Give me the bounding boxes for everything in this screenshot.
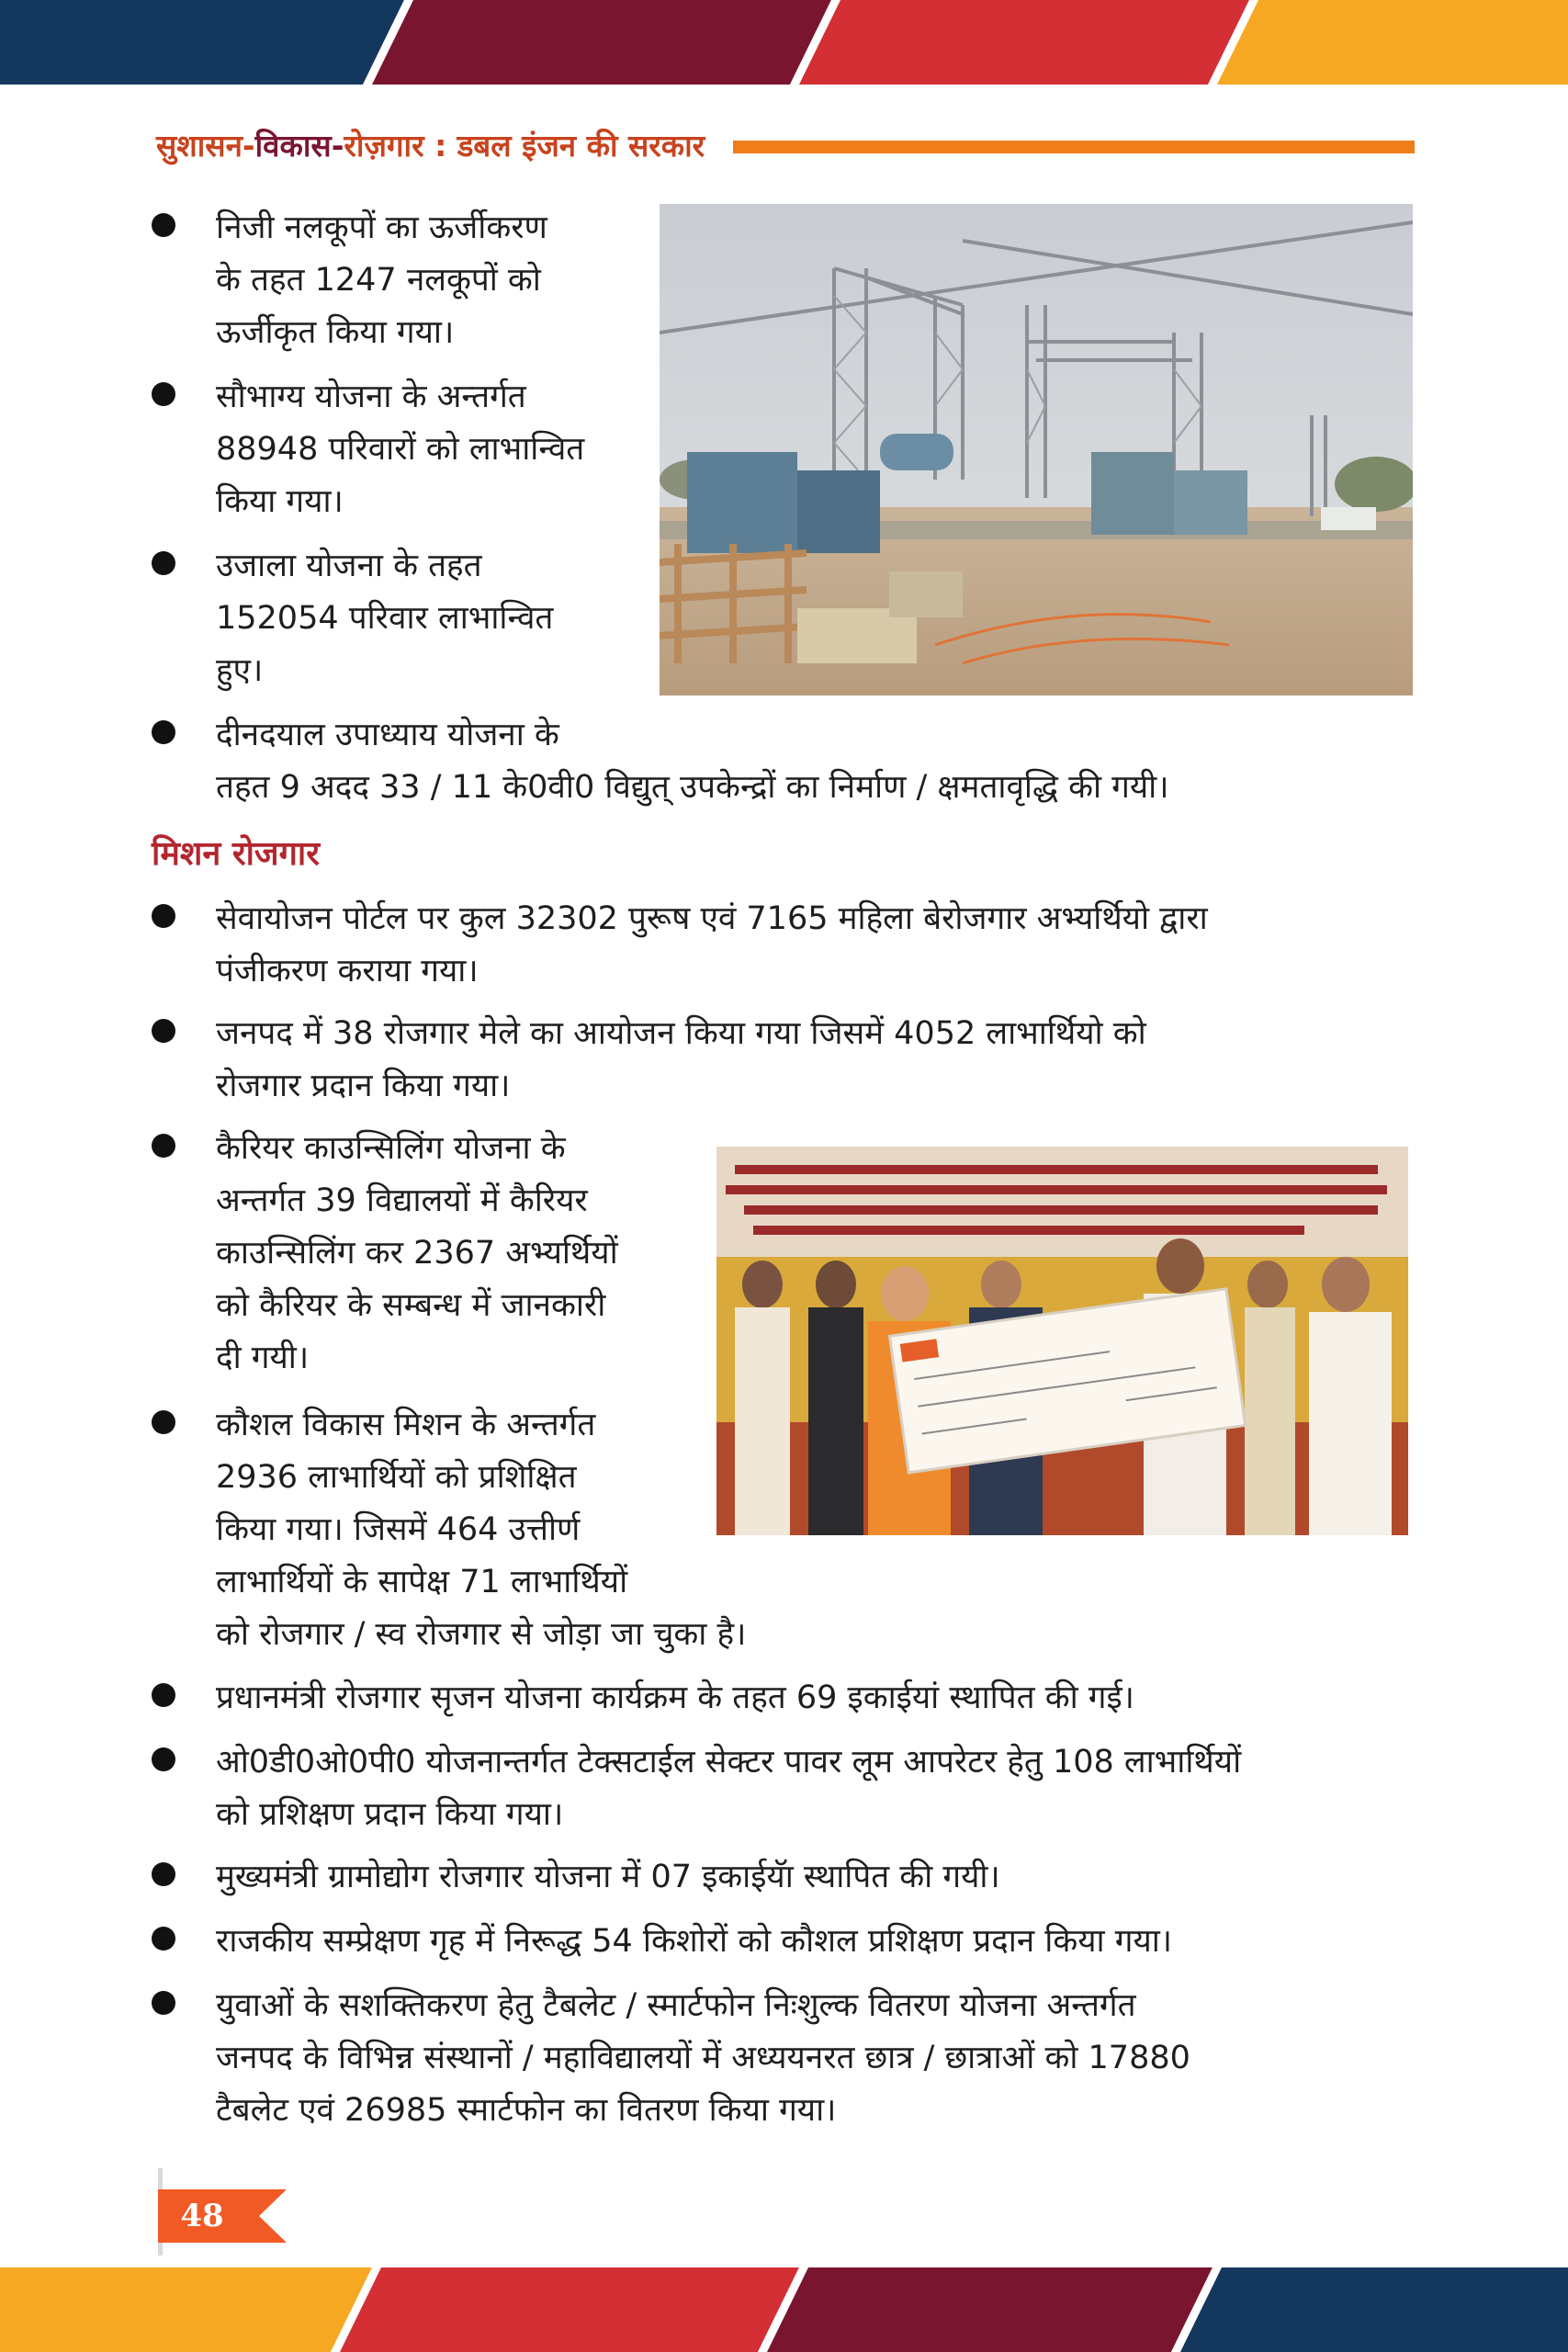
list-item-text: कैरियर काउन्सिलिंग योजना के अन्तर्गत 39 विद्यालयों में कैरियर काउन्सिलिंग कर 2367 अभ्यर्थियों को कैरियर के सम्बन्ध में जानकारी दी गयी। (216, 1130, 618, 1376)
bullet-icon (152, 1019, 175, 1043)
list-item (152, 1851, 1410, 1904)
list-item-text: दीनदयाल उपाध्याय योजना के तहत 9 अदद 33 / 11 के0वी0 विद्युत् उपकेन्द्रों का निर्माण / क्षमतावृद्धि की गयी। (216, 717, 1169, 806)
list-item (152, 1980, 1410, 2137)
page-header (156, 126, 1415, 166)
list-item-text: मुख्यमंत्री ग्रामोद्योग रोजगार योजना में 07 इकाईयॅा स्थापित की गयी। (216, 1859, 1000, 1895)
list-item (152, 1736, 1410, 1841)
list-item (152, 1008, 1410, 1113)
substation-photo (660, 204, 1413, 695)
header-rule (733, 141, 1415, 153)
header-title-part1: सुशासन- (156, 128, 255, 164)
bullet-icon (152, 551, 175, 575)
bullet-icon (152, 904, 175, 928)
bullet-icon (152, 1747, 175, 1771)
list-item (152, 202, 648, 359)
list-item-text: सेवायोजन पोर्टल पर कुल 32302 पुरूष एवं 7165 महिला बेरोजगार अभ्यर्थियो द्वारा पंजीकरण कराया गया। (216, 900, 1208, 989)
list-item-text: निजी नलकूपों का ऊर्जीकरण के तहत 1247 नलकूपों को ऊर्जीकृत किया गया। (216, 209, 547, 351)
list-item (152, 893, 1410, 998)
bullet-icon (152, 1991, 175, 2015)
list-item (152, 371, 648, 528)
top-color-band (0, 0, 1568, 85)
bullet-icon (152, 720, 175, 744)
list-item (152, 1916, 1410, 1968)
section-heading: मिशन रोजगार (152, 835, 320, 873)
list-item (152, 1672, 1410, 1724)
header-title-part2: विकास- (254, 128, 344, 164)
list-item (152, 540, 648, 697)
ceremony-photo (716, 1147, 1408, 1535)
list-item-text: राजकीय सम्प्रेक्षण गृह में निरूद्ध 54 किशोरों को कौशल प्रशिक्षण प्रदान किया गया। (216, 1923, 1173, 1960)
list-item-text: ओ0डी0ओ0पी0 योजनान्तर्गत टेक्सटाईल सेक्टर पावर लूम आपरेटर हेतु 108 लाभार्थियों को प्रशिक्षण प्रदान किया गया। (216, 1744, 1242, 1833)
bullet-icon (152, 382, 175, 406)
page-number: 48 (180, 2198, 224, 2234)
header-title-part3: रोज़गार : डबल इंजन की सरकार (344, 128, 705, 164)
page-number-tab (158, 2189, 287, 2243)
bullet-icon (152, 1862, 175, 1886)
list-item-text: उजाला योजना के तहत 152054 परिवार लाभान्वित हुए। (216, 548, 554, 689)
list-item (152, 1123, 712, 1385)
bottom-color-band (0, 2267, 1568, 2352)
list-item (152, 709, 1410, 814)
list-item-text: जनपद में 38 रोजगार मेले का आयोजन किया गया जिसमें 4052 लाभार्थियो को रोजगार प्रदान किया गया। (216, 1015, 1146, 1104)
bullet-icon (152, 1134, 175, 1158)
bullet-icon (152, 1683, 175, 1707)
bullet-icon (152, 213, 175, 237)
list-item-text: युवाओं के सशक्तिकरण हेतु टैबलेट / स्मार्टफोन निःशुल्क वितरण योजना अन्तर्गत जनपद के विभिन्न संस्थानों / महाविद्यालयों में अध्ययनरत छात्र / छात्राओं को 17880 टैबलेट एवं 26985 स्मार्टफोन का वितरण किया गया। (216, 1987, 1190, 2129)
list-item-text: कौशल विकास मिशन के अन्तर्गत 2936 लाभार्थियों को प्रशिक्षित किया गया। जिसमें 464 उत्तीर्ण लाभार्थियों के सापेक्ष 71 लाभार्थियों को रोजगार / स्व रोजगार से जोड़ा जा चुका है। (216, 1407, 747, 1653)
list-item-text: प्रधानमंत्री रोजगार सृजन योजना कार्यक्रम के तहत 69 इकाईयां स्थापित की गई। (216, 1679, 1134, 1716)
list-item-text: सौभाग्य योजना के अन्तर्गत 88948 परिवारों को लाभान्वित किया गया। (216, 379, 585, 520)
bullet-icon (152, 1927, 175, 1951)
bullet-icon (152, 1410, 175, 1434)
header-title (156, 126, 705, 166)
